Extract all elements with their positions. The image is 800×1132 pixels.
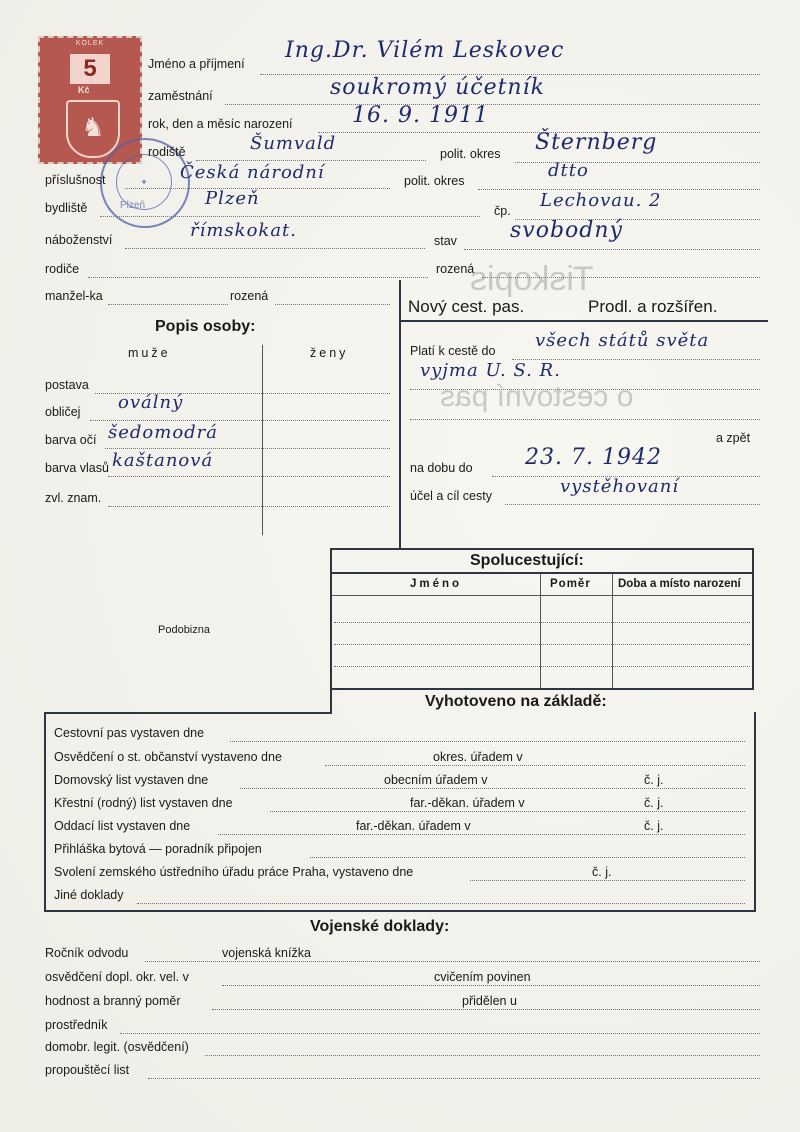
name-label: Jméno a příjmení [148,57,245,71]
eyes-label: barva očí [45,433,97,447]
born-line [482,277,760,278]
status-label: stav [434,234,457,248]
hair-line [108,476,390,477]
basis-line-3 [240,788,745,789]
companions-col-div-2 [612,573,613,688]
build-label: postava [45,378,89,392]
residence-value: Plzeň [205,188,260,209]
birthplace-line [196,160,426,161]
basis-row-4: Křestní (rodný) list vystaven dne [54,796,233,810]
return-label: a zpět [716,431,751,445]
military-title: Vojenské doklady: [310,918,450,935]
birthplace-value: Šumvald [250,133,337,154]
purpose-line [505,504,760,505]
occupation-value: soukromý účetník [330,75,545,100]
religion-line [125,248,425,249]
basis-row-3b: obecním úřadem v [384,773,488,787]
military-row-4: prostředník [45,1018,108,1032]
military-row-2: osvědčení dopl. okr. vel. v [45,970,189,984]
military-row-5: domobr. legit. (osvědčení) [45,1040,189,1054]
military-line-2 [222,985,760,986]
passport-header-rule [400,320,768,322]
hair-value: kaštanová [112,450,214,471]
basis-line-7 [470,880,745,881]
basis-row-6: Přihláška bytová — poradník připojen [54,842,262,856]
male-label: muže [128,346,171,360]
basis-row-3: Domovský list vystaven dne [54,773,209,787]
status-value: svobodný [510,218,623,243]
col-birth: Doba a místo narození [618,578,741,590]
house-value: Lechovau. 2 [540,190,662,211]
occupation-label: zaměstnání [148,89,213,103]
stamp-value: 5 [70,54,110,84]
religion-label: náboženství [45,233,113,247]
birthplace-label: rodiště [148,145,186,159]
valid-label: Platí k cestě do [410,344,496,358]
basis-row-8: Jiné doklady [54,888,124,902]
stamp-currency: Kč [78,85,90,95]
military-row-1: Ročník odvodu [45,946,129,960]
valid-value: všech států světa [535,330,710,351]
until-label: na dobu do [410,461,473,475]
eyes-value: šedomodrá [108,422,219,443]
military-line-5 [205,1055,760,1056]
basis-box [44,712,756,912]
basis-row-3c: č. j. [644,773,664,787]
military-row-6: propouštěcí list [45,1063,130,1077]
extension-heading: Prodl. a rozšířen. [588,297,718,316]
military-row-2b: cvičením povinen [434,970,531,984]
new-passport-heading: Nový cest. pas. [408,297,525,316]
seal-emblem-icon: ✦ [116,154,172,210]
religion-value: římskokat. [190,220,298,241]
basis-step-vertical [330,688,332,714]
basis-row-5c: č. j. [644,819,664,833]
photo-label: Podobizna [158,624,210,636]
basis-row-5: Oddací list vystaven dne [54,819,191,833]
face-label: obličej [45,405,81,419]
companion-row-1 [334,622,750,623]
military-line-1 [145,961,760,962]
valid-value-2: vyjma U. S. R. [420,360,561,381]
valid-line-3 [410,419,760,420]
basis-line-1 [230,741,745,742]
hair-label: barva vlasů [45,461,109,475]
residence-label: bydliště [45,201,88,215]
companions-rule [330,572,754,574]
district2-value: dtto [548,160,589,181]
birthdate-value: 16. 9. 1911 [352,103,489,128]
name-value: Ing.Dr. Vilém Leskovec [285,38,565,63]
basis-row-2b: okres. úřadem v [433,750,523,764]
military-row-1b: vojenská knížka [222,946,311,960]
military-line-3 [212,1009,760,1010]
spouse-born-label: rozená [230,289,269,303]
basis-line-5 [218,834,745,835]
col-name: Jméno [410,578,463,590]
eyes-line [105,448,390,449]
companions-col-div-1 [540,573,541,688]
bleed-through-text-2: o cestovní pas [440,380,634,413]
citizenship-value: Česká národní [180,162,325,183]
lion-shield-icon: ♞ [66,100,120,158]
basis-row-7c: č. j. [592,865,612,879]
born-label: rozená [436,262,475,276]
stamp-top: KOLEK [75,40,105,47]
basis-top-rule [330,688,754,690]
basis-row-4c: č. j. [644,796,664,810]
parents-label: rodiče [45,262,80,276]
military-line-6 [148,1078,760,1079]
parents-line [88,277,428,278]
basis-step-horizontal [44,712,332,714]
spouse-line [108,304,228,305]
seal-text: Plzeň [120,200,146,211]
companion-row-2 [334,644,750,645]
district2-label: polit. okres [404,174,465,188]
col-relation: Poměr [550,578,591,590]
companions-header-rule [332,595,752,596]
district-label: polit. okres [440,147,501,161]
birthdate-label: rok, den a měsíc narození [148,117,293,131]
spouse-label: manžel-ka [45,289,103,303]
face-line [90,420,390,421]
residence-line [100,216,480,217]
basis-line-8 [137,903,745,904]
military-row-3: hodnost a branný poměr [45,994,181,1008]
house-label: čp. [494,204,511,218]
bleed-through-text: Tiskopis [470,260,594,298]
basis-row-1: Cestovní pas vystaven dne [54,726,205,740]
basis-row-2: Osvědčení o st. občanství vystaveno dne [54,750,282,764]
marks-line [108,506,390,507]
spouse-born-line [275,304,390,305]
basis-title: Vyhotoveno na základě: [425,693,607,710]
companion-row-3 [334,666,750,667]
purpose-value: vystěhovaní [560,476,680,497]
citizenship-label: příslušnost [45,173,106,187]
basis-row-4b: far.-děkan. úřadem v [410,796,525,810]
female-label: ženy [310,346,349,360]
marks-label: zvl. znam. [45,491,102,505]
basis-row-5b: far.-děkan. úřadem v [356,819,471,833]
description-title: Popis osoby: [155,318,256,335]
valid-line-2 [410,389,760,390]
military-line-4 [120,1033,760,1034]
basis-line-6 [310,857,745,858]
until-value: 23. 7. 1942 [525,445,662,470]
basis-line-2 [325,765,745,766]
occupation-line [225,104,760,105]
status-line [464,249,760,250]
face-value: oválný [118,392,184,413]
basis-row-7: Svolení zemského ústředního úřadu práce Praha, vystaveno dne [54,865,414,879]
companions-title: Spolucestující: [470,552,584,569]
purpose-label: účel a cíl cesty [410,489,492,503]
basis-line-4 [270,811,745,812]
district-value: Šternberg [535,130,658,155]
military-row-3b: přidělen u [462,994,517,1008]
